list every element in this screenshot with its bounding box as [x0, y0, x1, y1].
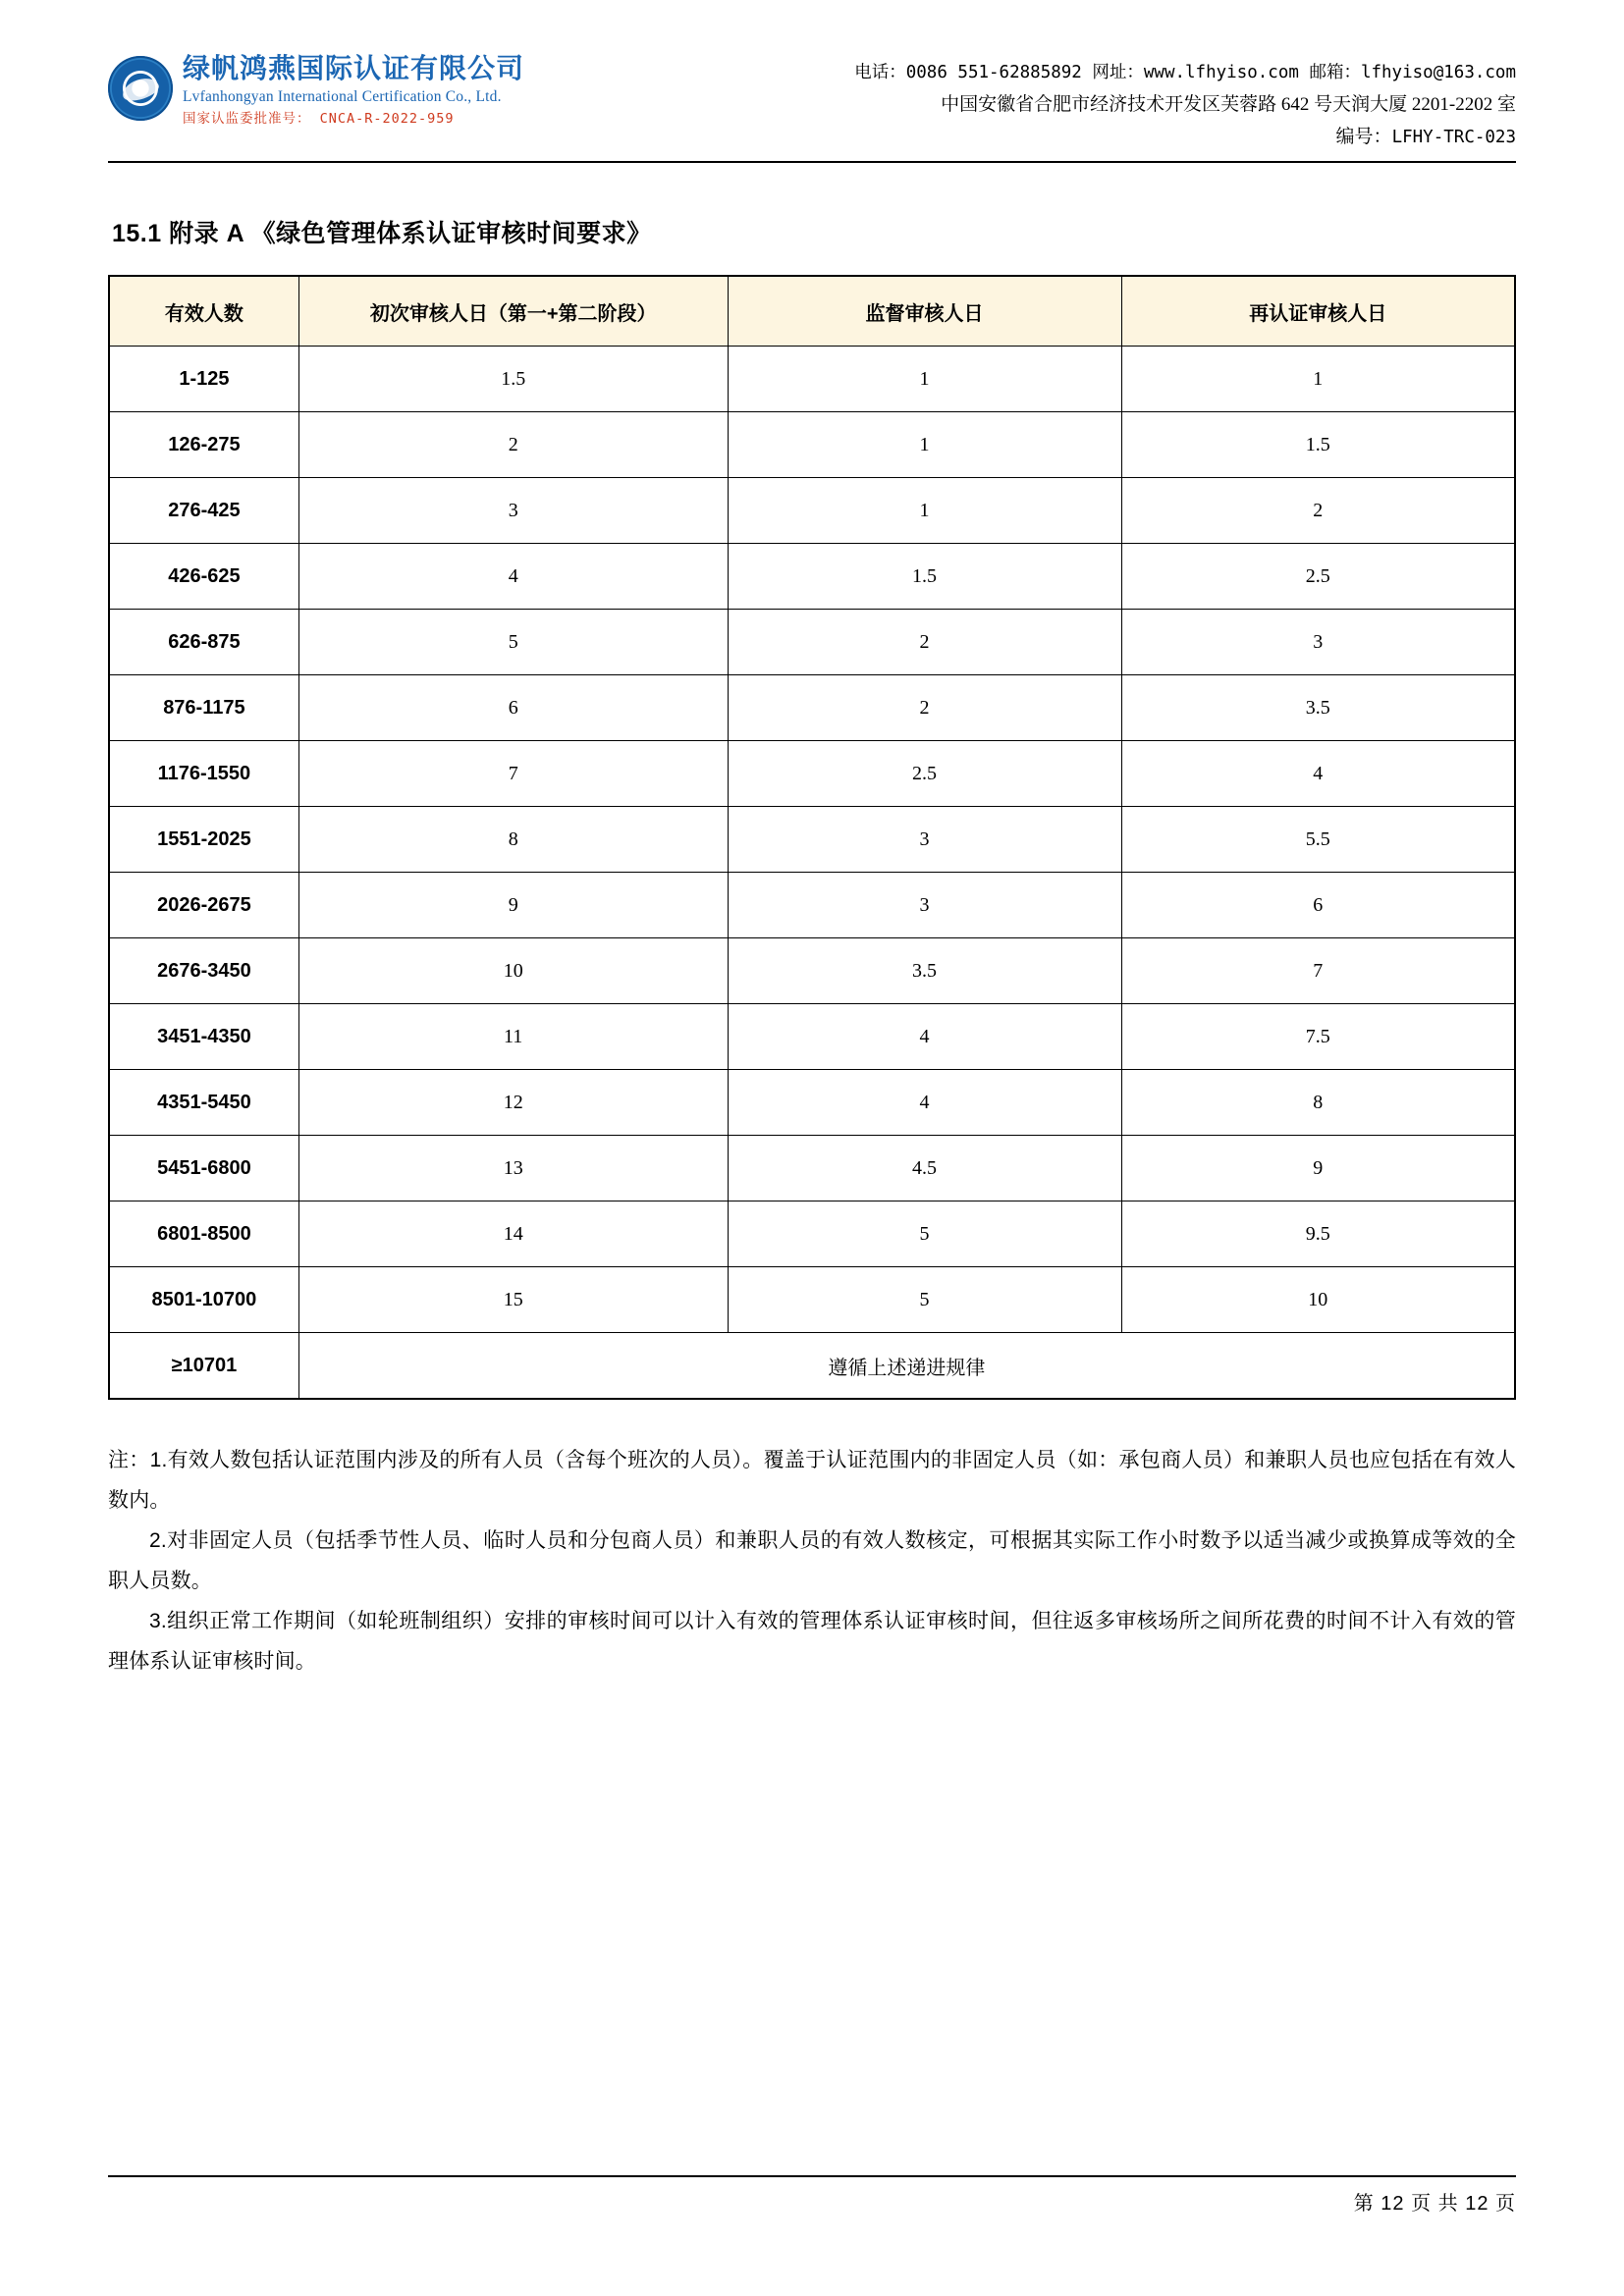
- cell-initial-days: 15: [298, 1267, 728, 1333]
- cell-surveillance-days: 3: [728, 873, 1121, 938]
- cell-recert-days: 9.5: [1121, 1201, 1515, 1267]
- cell-surveillance-days: 2.5: [728, 741, 1121, 807]
- cell-initial-days: 14: [298, 1201, 728, 1267]
- cell-personnel-range: 2026-2675: [109, 873, 298, 938]
- cell-surveillance-days: 2: [728, 675, 1121, 741]
- table-row: [109, 412, 1515, 478]
- contact-line: 电话：0086 551-62885892 网址：www.lfhyiso.com 邮箱：lfhyiso@163.com: [854, 63, 1516, 82]
- cell-surveillance-days: 1: [728, 412, 1121, 478]
- cell-recert-days: 7: [1121, 938, 1515, 1004]
- table-row: [109, 938, 1515, 1004]
- cell-recert-days: 5.5: [1121, 807, 1515, 873]
- cell-initial-days: 7: [298, 741, 728, 807]
- cell-personnel-range: 626-875: [109, 610, 298, 675]
- footer-divider: [108, 2175, 1516, 2177]
- table-row: [109, 873, 1515, 938]
- cell-surveillance-days: 4: [728, 1070, 1121, 1136]
- column-header-effective-personnel: 有效人数: [109, 276, 298, 347]
- table-row-progressive-rule: [109, 1333, 1515, 1400]
- page-title: [112, 214, 1516, 249]
- table-row: [109, 1267, 1515, 1333]
- note-2: 2.对非固定人员（包括季节性人员、临时人员和分包商人员）和兼职人员的有效人数核定，可根据其实际工作小时数予以适当减少或换算成等效的全职人员数。: [108, 1529, 1516, 1592]
- cell-personnel-range: ≥10701: [109, 1333, 298, 1400]
- table-header-row: [109, 276, 1515, 347]
- cell-surveillance-days: 2: [728, 610, 1121, 675]
- company-name-cn: 绿帆鸿燕国际认证有限公司: [183, 53, 525, 83]
- cell-recert-days: 3: [1121, 610, 1515, 675]
- cell-personnel-range: 1551-2025: [109, 807, 298, 873]
- cell-personnel-range: 426-625: [109, 544, 298, 610]
- table-row: [109, 741, 1515, 807]
- cell-personnel-range: 1176-1550: [109, 741, 298, 807]
- document-number-label: 编号：: [1335, 126, 1392, 147]
- header-contact-block: [619, 54, 1516, 153]
- cell-personnel-range: 1-125: [109, 347, 298, 412]
- cell-initial-days: 8: [298, 807, 728, 873]
- page-footer: [108, 2175, 1516, 2216]
- table-row: [109, 610, 1515, 675]
- note-1: 注：1.有效人数包括认证范围内涉及的所有人员（含每个班次的人员）。覆盖于认证范围内的非固定人员（如：承包商人员）和兼职人员也应包括在有效人数内。: [108, 1449, 1516, 1513]
- company-brand: [108, 54, 619, 127]
- table-body: [109, 347, 1515, 1400]
- cell-recert-days: 6: [1121, 873, 1515, 938]
- cell-personnel-range: 8501-10700: [109, 1267, 298, 1333]
- note-3: 3.组织正常工作期间（如轮班制组织）安排的审核时间可以计入有效的管理体系认证审核时间，但往返多审核场所之间所花费的时间不计入有效的管理体系认证审核时间。: [108, 1609, 1516, 1673]
- cell-recert-days: 8: [1121, 1070, 1515, 1136]
- cell-recert-days: 1.5: [1121, 412, 1515, 478]
- cell-recert-days: 1: [1121, 347, 1515, 412]
- cell-recert-days: 3.5: [1121, 675, 1515, 741]
- cell-surveillance-days: 5: [728, 1267, 1121, 1333]
- table-row: [109, 675, 1515, 741]
- table-row: [109, 1136, 1515, 1201]
- section-title-text: 附录 A 《绿色管理体系认证审核时间要求》: [169, 220, 652, 248]
- cell-surveillance-days: 4: [728, 1004, 1121, 1070]
- certification-seal-icon: [108, 56, 173, 121]
- cell-surveillance-days: 1.5: [728, 544, 1121, 610]
- audit-time-table: [108, 275, 1516, 1400]
- company-name-en: Lvfanhongyan International Certification Co., Ltd.: [183, 87, 502, 105]
- table-row: [109, 1070, 1515, 1136]
- table-row: [109, 807, 1515, 873]
- cell-recert-days: 10: [1121, 1267, 1515, 1333]
- cell-personnel-range: 876-1175: [109, 675, 298, 741]
- page-number: 第 12 页 共 12 页: [1353, 2193, 1516, 2215]
- cell-progressive-rule-note: 遵循上述递进规律: [298, 1333, 1515, 1400]
- cell-initial-days: 11: [298, 1004, 728, 1070]
- notes-block: [108, 1441, 1516, 1682]
- header-divider: [108, 161, 1516, 163]
- cell-initial-days: 2: [298, 412, 728, 478]
- section-number: 15.1: [112, 220, 162, 248]
- cell-surveillance-days: 3.5: [728, 938, 1121, 1004]
- column-header-surveillance-audit: 监督审核人日: [728, 276, 1121, 347]
- cell-surveillance-days: 1: [728, 478, 1121, 544]
- cell-surveillance-days: 5: [728, 1201, 1121, 1267]
- cell-initial-days: 10: [298, 938, 728, 1004]
- cell-recert-days: 2: [1121, 478, 1515, 544]
- cell-personnel-range: 126-275: [109, 412, 298, 478]
- cell-initial-days: 6: [298, 675, 728, 741]
- column-header-initial-audit: 初次审核人日（第一+第二阶段）: [298, 276, 728, 347]
- cell-personnel-range: 3451-4350: [109, 1004, 298, 1070]
- cell-initial-days: 13: [298, 1136, 728, 1201]
- cell-initial-days: 9: [298, 873, 728, 938]
- cell-recert-days: 9: [1121, 1136, 1515, 1201]
- table-row: [109, 544, 1515, 610]
- address-line: 中国安徽省合肥市经济技术开发区芙蓉路 642 号天润大厦 2201-2202 室: [941, 93, 1516, 115]
- column-header-recertification-audit: 再认证审核人日: [1121, 276, 1515, 347]
- cell-initial-days: 3: [298, 478, 728, 544]
- cell-personnel-range: 276-425: [109, 478, 298, 544]
- cell-recert-days: 4: [1121, 741, 1515, 807]
- brand-text: [183, 54, 524, 127]
- cell-surveillance-days: 3: [728, 807, 1121, 873]
- cell-initial-days: 4: [298, 544, 728, 610]
- table-row: [109, 478, 1515, 544]
- cell-initial-days: 1.5: [298, 347, 728, 412]
- approval-number: 国家认监委批准号： CNCA-R-2022-959: [183, 110, 455, 127]
- page-header: [108, 0, 1516, 153]
- cell-surveillance-days: 4.5: [728, 1136, 1121, 1201]
- table-row: [109, 1004, 1515, 1070]
- document-number-line: [619, 121, 1516, 153]
- table-row: [109, 347, 1515, 412]
- document-number-value: LFHY-TRC-023: [1391, 127, 1516, 147]
- cell-recert-days: 7.5: [1121, 1004, 1515, 1070]
- cell-surveillance-days: 1: [728, 347, 1121, 412]
- cell-personnel-range: 5451-6800: [109, 1136, 298, 1201]
- table-row: [109, 1201, 1515, 1267]
- cell-initial-days: 12: [298, 1070, 728, 1136]
- cell-recert-days: 2.5: [1121, 544, 1515, 610]
- cell-initial-days: 5: [298, 610, 728, 675]
- cell-personnel-range: 6801-8500: [109, 1201, 298, 1267]
- cell-personnel-range: 4351-5450: [109, 1070, 298, 1136]
- cell-personnel-range: 2676-3450: [109, 938, 298, 1004]
